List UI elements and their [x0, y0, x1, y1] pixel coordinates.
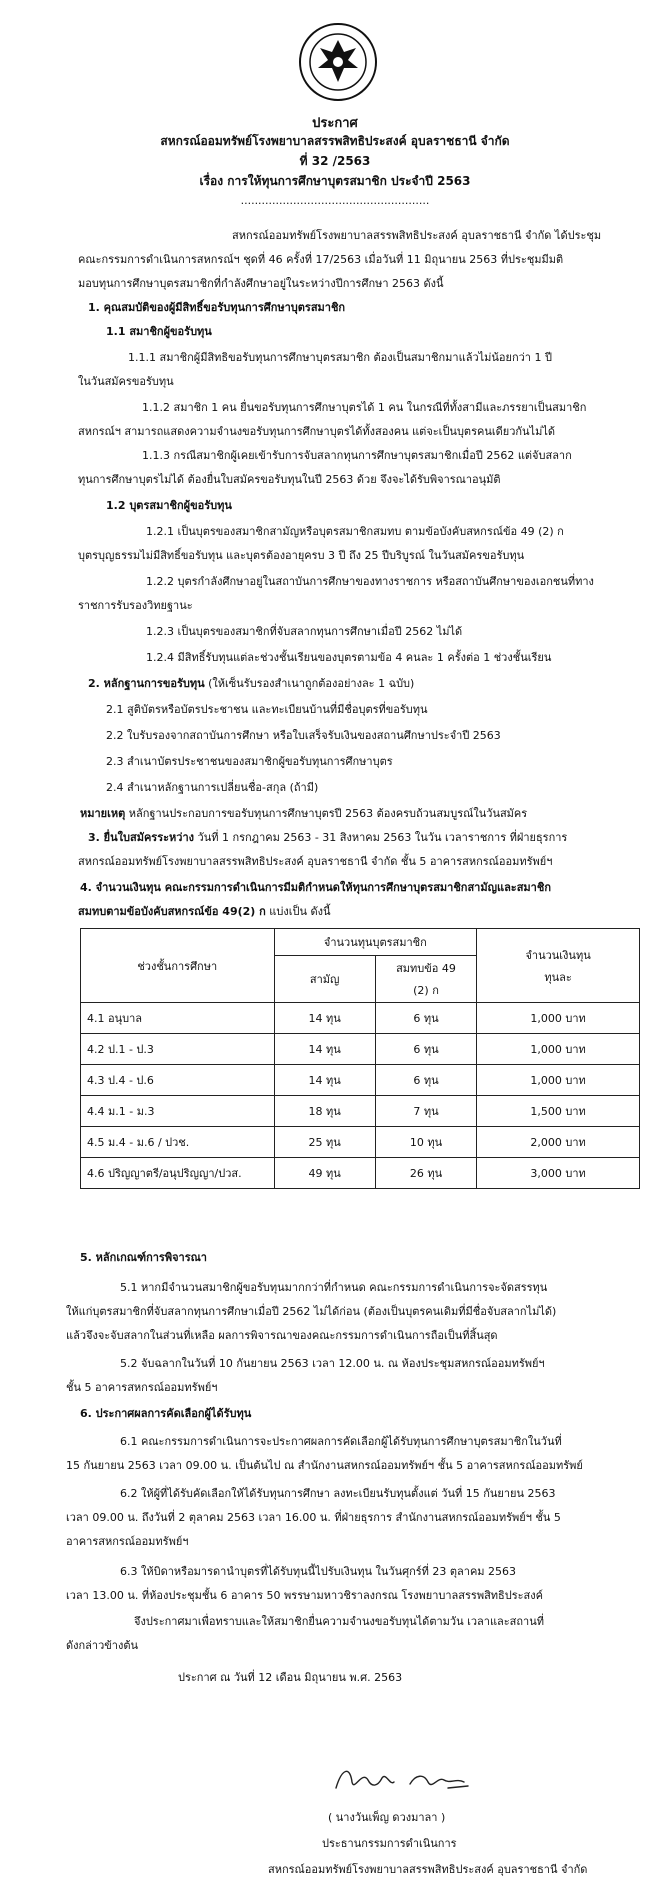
row-level: 4.3 ป.4 - ป.6: [81, 1065, 275, 1096]
item-2-1: 2.1 สูติบัตรหรือบัตรประชาชน และทะเบียนบ้านที่มีชื่อบุตรที่ขอรับทุน: [106, 703, 428, 716]
header-associate-line-2: (2) ก: [413, 984, 439, 997]
row-associate: 6 ทุน: [375, 1034, 476, 1065]
row-amount: 3,000 บาท: [477, 1158, 640, 1189]
signer-organization: สหกรณ์ออมทรัพย์โรงพยาบาลสรรพสิทธิประสงค์ อุบลราชธานี จำกัด: [268, 1863, 588, 1876]
intro-line-2: คณะกรรมการดำเนินการสหกรณ์ฯ ชุดที่ 46 ครั้งที่ 17/2563 เมื่อวันที่ 11 มิถุนายน 2563 ที่ประชุมมีมติ: [78, 253, 564, 266]
item-2-4: 2.4 สำเนาหลักฐานการเปลี่ยนชื่อ-สกุล (ถ้ามี): [106, 781, 319, 794]
header-scholarship-count: จำนวนทุนบุตรสมาชิก: [274, 929, 477, 956]
section-1-heading: 1. คุณสมบัติของผู้มีสิทธิ์ขอรับทุนการศึกษาบุตรสมาชิก: [88, 301, 346, 314]
item-1-1-2-line-1: 1.1.2 สมาชิก 1 คน ยื่นขอรับทุนการศึกษาบุตรได้ 1 คน ในกรณีที่ทั้งสามีและภรรยาเป็นสมาชิก: [142, 401, 587, 414]
table-row: [81, 1003, 640, 1034]
item-5-1-line-2: ให้แก่บุตรสมาชิกที่จับสลากทุนการศึกษาเมื่อปี 2562 ไม่ได้ก่อน (ต้องเป็นบุตรคนเดิมที่มีชื่อจับสลากไม่ได้): [66, 1305, 557, 1318]
cooperative-seal-logo: [298, 22, 378, 102]
row-amount: 1,500 บาท: [477, 1096, 640, 1127]
item-6-3-line-2: เวลา 13.00 น. ที่ห้องประชุมชั้น 6 อาคาร 50 พรรษามหาวชิราลงกรณ โรงพยาบาลสรรพสิทธิประสงค์: [66, 1589, 543, 1602]
header-education-level: ช่วงชั้นการศึกษา: [81, 929, 275, 1003]
item-6-2-line-1: 6.2 ให้ผู้ที่ได้รับคัดเลือกให้ได้รับทุนการศึกษา ลงทะเบียนรับทุนตั้งแต่ วันที่ 15 กันยายน 2563: [120, 1487, 556, 1500]
row-regular: 49 ทุน: [274, 1158, 375, 1189]
header-regular-member: สามัญ: [274, 956, 375, 1003]
remark-text: หลักฐานประกอบการขอรับทุนการศึกษาบุตรปี 2563 ต้องครบถ้วนสมบูรณ์ในวันสมัคร: [125, 807, 528, 820]
section-3-heading: 3. ยื่นใบสมัครระหว่าง: [88, 831, 195, 844]
row-associate: 26 ทุน: [375, 1158, 476, 1189]
section-6-heading: 6. ประกาศผลการคัดเลือกผู้ได้รับทุน: [80, 1407, 252, 1420]
signer-name: ( นางวันเพ็ญ ดวงมาลา ): [328, 1811, 446, 1824]
section-2-heading-note: (ให้เซ็นรับรองสำเนาถูกต้องอย่างละ 1 ฉบับ): [204, 677, 415, 690]
row-level: 4.4 ม.1 - ม.3: [81, 1096, 275, 1127]
row-regular: 25 ทุน: [274, 1127, 375, 1158]
remark-label: หมายเหตุ: [80, 807, 126, 820]
section-2-heading: 2. หลักฐานการขอรับทุน: [88, 677, 205, 690]
header-amount-line-2: ทุนละ: [544, 970, 572, 984]
item-1-2-3: 1.2.3 เป็นบุตรของสมาชิกที่จับสลากทุนการศึกษาเมื่อปี 2562 ไม่ได้: [146, 625, 463, 638]
item-1-2-2-line-2: ราชการรับรองวิทยฐานะ: [78, 599, 193, 612]
table-row: [81, 1158, 640, 1189]
header-associate-member: [375, 956, 476, 1003]
organization-name: สหกรณ์ออมทรัพย์โรงพยาบาลสรรพสิทธิประสงค์ อุบลราชธานี จำกัด: [160, 134, 510, 148]
header-amount-line-1: จำนวนเงินทุน: [525, 948, 591, 962]
item-5-2-line-1: 5.2 จับฉลากในวันที่ 10 กันยายน 2563 เวลา 12.00 น. ณ ห้องประชุมสหกรณ์ออมทรัพย์ฯ: [120, 1357, 545, 1370]
item-6-2-line-2: เวลา 09.00 น. ถึงวันที่ 2 ตุลาคม 2563 เวลา 16.00 น. ที่ฝ่ายธุรการ สำนักงานสหกรณ์ออมทรัพย์ฯ ชั้น 5: [66, 1511, 561, 1524]
table-row: [81, 1065, 640, 1096]
handwritten-signature: [328, 1760, 478, 1800]
row-regular: 14 ทุน: [274, 1065, 375, 1096]
row-associate: 10 ทุน: [375, 1127, 476, 1158]
item-1-1-3-line-1: 1.1.3 กรณีสมาชิกผู้เคยเข้ารับการจับสลากทุนการศึกษาบุตรสมาชิกเมื่อปี 2562 แต่จับสลาก: [142, 449, 572, 462]
section-2-heading-line: [88, 674, 414, 692]
item-1-2-1-line-2: บุตรบุญธรรมไม่มีสิทธิ์ขอรับทุน และบุตรต้องอายุครบ 3 ปี ถึง 25 ปีบริบูรณ์ ในวันสมัครขอรับทุน: [78, 549, 525, 562]
row-associate: 6 ทุน: [375, 1065, 476, 1096]
section-3-line-1: [88, 828, 567, 846]
item-1-2-2-line-1: 1.2.2 บุตรกำลังศึกษาอยู่ในสถาบันการศึกษาของทางราชการ หรือสถาบันศึกษาของเอกชนที่ทาง: [146, 575, 594, 588]
header-amount: [477, 929, 640, 1003]
announcement-date: ประกาศ ณ วันที่ 12 เดือน มิถุนายน พ.ศ. 2563: [178, 1671, 403, 1684]
scholarship-table: [80, 928, 640, 1189]
item-5-1-line-3: แล้วจึงจะจับสลากในส่วนที่เหลือ ผลการพิจารณาของคณะกรรมการดำเนินการถือเป็นที่สิ้นสุด: [66, 1329, 498, 1342]
item-6-3-line-1: 6.3 ให้บิดาหรือมารดานำบุตรที่ได้รับทุนนี้ไปรับเงินทุน ในวันศุกร์ที่ 23 ตุลาคม 2563: [120, 1565, 517, 1578]
section-4-heading-line-1: 4. จำนวนเงินทุน คณะกรรมการดำเนินการมีมติกำหนดให้ทุนการศึกษาบุตรสมาชิกสามัญและสมาชิก: [80, 881, 551, 894]
row-regular: 18 ทุน: [274, 1096, 375, 1127]
row-regular: 14 ทุน: [274, 1034, 375, 1065]
closing-line-1: จึงประกาศมาเพื่อทราบและให้สมาชิกยื่นความจำนงขอรับทุนได้ตามวัน เวลาและสถานที่: [134, 1615, 545, 1628]
row-amount: 1,000 บาท: [477, 1065, 640, 1096]
item-1-1-1-line-1: 1.1.1 สมาชิกผู้มีสิทธิขอรับทุนการศึกษาบุตรสมาชิก ต้องเป็นสมาชิกมาแล้วไม่น้อยกว่า 1 ปี: [128, 351, 552, 364]
item-2-2: 2.2 ใบรับรองจากสถาบันการศึกษา หรือใบเสร็จรับเงินของสถานศึกษาประจำปี 2563: [106, 729, 501, 742]
intro-line-1: สหกรณ์ออมทรัพย์โรงพยาบาลสรรพสิทธิประสงค์ อุบลราชธานี จำกัด ได้ประชุม: [232, 229, 602, 242]
announcement-subject: เรื่อง การให้ทุนการศึกษาบุตรสมาชิก ประจำปี 2563: [199, 174, 471, 188]
item-1-1-3-line-2: ทุนการศึกษาบุตรไม่ได้ ต้องยื่นใบสมัครขอรับทุนในปี 2563 ด้วย จึงจะได้รับพิจารณาอนุมัติ: [78, 473, 501, 486]
item-5-1-line-1: 5.1 หากมีจำนวนสมาชิกผู้ขอรับทุนมากกว่าที่กำหนด คณะกรรมการดำเนินการจะจัดสรรทุน: [120, 1281, 548, 1294]
item-6-2-line-3: อาคารสหกรณ์ออมทรัพย์ฯ: [66, 1535, 189, 1548]
section-1-1-heading: 1.1 สมาชิกผู้ขอรับทุน: [106, 325, 212, 338]
section-3-line-2: สหกรณ์ออมทรัพย์โรงพยาบาลสรรพสิทธิประสงค์ อุบลราชธานี จำกัด ชั้น 5 อาคารสหกรณ์ออมทรัพย์ฯ: [78, 855, 553, 868]
item-5-2-line-2: ชั้น 5 อาคารสหกรณ์ออมทรัพย์ฯ: [66, 1381, 218, 1394]
table-header-row: [81, 929, 640, 956]
section-4-heading-line-2: [78, 902, 331, 920]
row-amount: 1,000 บาท: [477, 1034, 640, 1065]
section-3-text: วันที่ 1 กรกฎาคม 2563 - 31 สิงหาคม 2563 ในวัน เวลาราชการ ที่ฝ่ายธุรการ: [194, 831, 568, 844]
dotted-separator: ......................................................: [240, 194, 430, 207]
section-4-heading-tail: แบ่งเป็น ดังนี้: [265, 905, 331, 918]
item-1-2-4: 1.2.4 มีสิทธิ์รับทุนแต่ละช่วงชั้นเรียนของบุตรตามข้อ 4 คนละ 1 ครั้งต่อ 1 ช่วงชั้นเรียน: [146, 651, 552, 664]
row-level: 4.5 ม.4 - ม.6 / ปวช.: [81, 1127, 275, 1158]
item-6-1-line-1: 6.1 คณะกรรมการดำเนินการจะประกาศผลการคัดเลือกผู้ได้รับทุนการศึกษาบุตรสมาชิกในวันที่: [120, 1435, 562, 1448]
row-amount: 2,000 บาท: [477, 1127, 640, 1158]
signer-position: ประธานกรรมการดำเนินการ: [322, 1837, 457, 1850]
intro-line-3: มอบทุนการศึกษาบุตรสมาชิกที่กำลังศึกษาอยู่ในระหว่างปีการศึกษา 2563 ดังนี้: [78, 277, 444, 290]
item-1-1-2-line-2: สหกรณ์ฯ สามารถแสดงความจำนงขอรับทุนการศึกษาบุตรได้ทั้งสองคน แต่จะเป็นบุตรคนเดียวกันไม่ได้: [78, 425, 556, 438]
item-6-1-line-2: 15 กันยายน 2563 เวลา 09.00 น. เป็นต้นไป ณ สำนักงานสหกรณ์ออมทรัพย์ฯ ชั้น 5 อาคารสหกรณ์ออมทรัพย์: [66, 1459, 583, 1472]
row-amount: 1,000 บาท: [477, 1003, 640, 1034]
row-regular: 14 ทุน: [274, 1003, 375, 1034]
item-1-1-1-line-2: ในวันสมัครขอรับทุน: [78, 375, 174, 388]
table-row: [81, 1127, 640, 1158]
row-level: 4.2 ป.1 - ป.3: [81, 1034, 275, 1065]
remark-line: [80, 804, 527, 822]
table-row: [81, 1096, 640, 1127]
section-5-heading: 5. หลักเกณฑ์การพิจารณา: [80, 1251, 207, 1264]
table-row: [81, 1034, 640, 1065]
row-associate: 7 ทุน: [375, 1096, 476, 1127]
row-level: 4.1 อนุบาล: [81, 1003, 275, 1034]
item-2-3: 2.3 สำเนาบัตรประชาชนของสมาชิกผู้ขอรับทุนการศึกษาบุตร: [106, 755, 393, 768]
section-1-2-heading: 1.2 บุตรสมาชิกผู้ขอรับทุน: [106, 499, 232, 512]
announcement-number: ที่ 32 /2563: [299, 154, 371, 168]
item-1-2-1-line-1: 1.2.1 เป็นบุตรของสมาชิกสามัญหรือบุตรสมาชิกสมทบ ตามข้อบังคับสหกรณ์ข้อ 49 (2) ก: [146, 525, 564, 538]
section-4-heading-bold: สมทบตามข้อบังคับสหกรณ์ข้อ 49(2) ก: [78, 905, 266, 918]
header-associate-line-1: สมทบข้อ 49: [396, 962, 456, 975]
row-associate: 6 ทุน: [375, 1003, 476, 1034]
row-level: 4.6 ปริญญาตรี/อนุปริญญา/ปวส.: [81, 1158, 275, 1189]
announcement-title: ประกาศ: [312, 116, 358, 131]
closing-line-2: ดังกล่าวข้างต้น: [66, 1639, 138, 1652]
